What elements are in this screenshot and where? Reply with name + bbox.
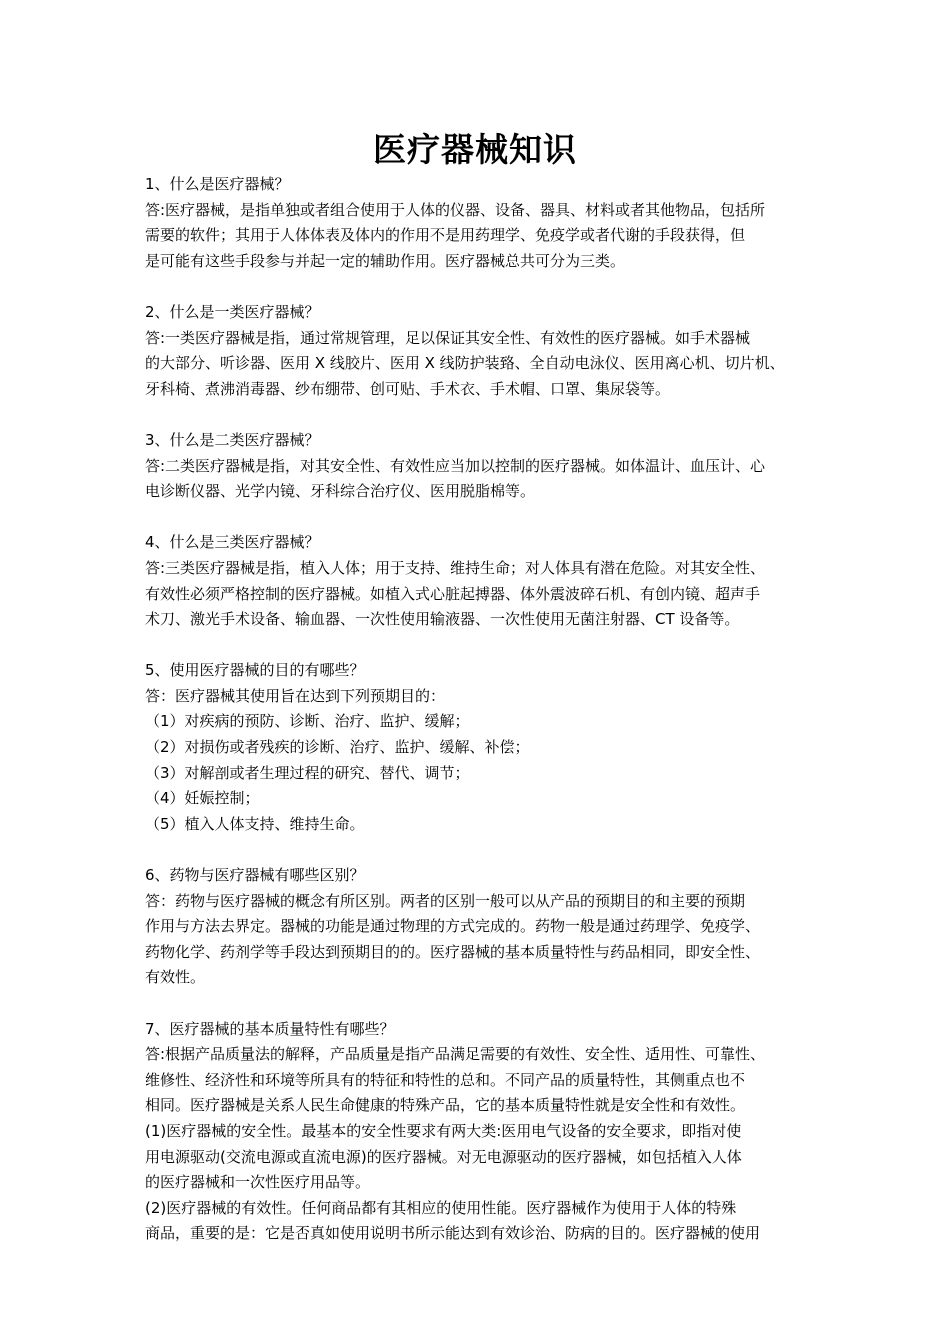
answer-line: 电诊断仪器、光学内镜、牙科综合治疗仪、医用脱脂棉等。 bbox=[145, 482, 536, 501]
section-spacer bbox=[145, 505, 807, 531]
question-heading: 7、医疗器械的基本质量特性有哪些？ bbox=[145, 1019, 395, 1038]
answer-line: 商品，重要的是：它是否真如使用说明书所示能达到有效诊治、防病的目的。医疗器械的使用 bbox=[145, 1224, 761, 1243]
qa-section bbox=[145, 428, 807, 505]
answer-line: (2)医疗器械的有效性。任何商品都有其相应的使用性能。医疗器械作为使用于人体的特殊 bbox=[145, 1198, 737, 1217]
answer-line: 的医疗器械和一次性医疗用品等。 bbox=[145, 1173, 371, 1192]
answer-line: 答:医疗器械，是指单独或者组合使用于人体的仪器、设备、器具、材料或者其他物品，包括所 bbox=[145, 200, 766, 219]
answer-line: 答：药物与医疗器械的概念有所区别。两者的区别一般可以从产品的预期目的和主要的预期 bbox=[145, 891, 746, 910]
answer-line: 的大部分、听诊器、医用 X 线胶片、医用 X 线防护装臵、全自动电泳仪、医用离心机、切片机、 bbox=[145, 354, 785, 373]
section-spacer bbox=[145, 402, 807, 428]
section-spacer bbox=[145, 991, 807, 1017]
answer-line: 答:一类医疗器械是指，通过常规管理，足以保证其安全性、有效性的医疗器械。如手术器械 bbox=[145, 328, 751, 347]
answer-line: 答:根据产品质量法的解释，产品质量是指产品满足需要的有效性、安全性、适用性、可靠性、 bbox=[145, 1045, 766, 1064]
answer-line: （1）对疾病的预防、诊断、治疗、监护、缓解； bbox=[145, 712, 470, 731]
answer-line: 需要的软件；其用于人体体表及体内的作用不是用药理学、免疫学或者代谢的手段获得，但 bbox=[145, 226, 746, 245]
section-spacer bbox=[145, 837, 807, 863]
answer-line: 答：医疗器械其使用旨在达到下列预期目的： bbox=[145, 686, 446, 705]
question-heading: 4、什么是三类医疗器械？ bbox=[145, 533, 320, 552]
question-heading: 6、药物与医疗器械有哪些区别？ bbox=[145, 866, 365, 885]
answer-line: 用电源驱动(交流电源或直流电源)的医疗器械。对无电源驱动的医疗器械，如包括植入人体 bbox=[145, 1147, 742, 1166]
question-heading: 1、什么是医疗器械？ bbox=[145, 175, 290, 193]
qa-section bbox=[145, 172, 807, 274]
question-heading: 3、什么是二类医疗器械？ bbox=[145, 430, 320, 449]
document-body bbox=[145, 172, 807, 1247]
qa-section bbox=[145, 530, 807, 632]
answer-line: 答:二类医疗器械是指，对其安全性、有效性应当加以控制的医疗器械。如体温计、血压计、心 bbox=[145, 456, 766, 475]
answer-line: (1)医疗器械的安全性。最基本的安全性要求有两大类:医用电气设备的安全要求，即指对使 bbox=[145, 1121, 742, 1140]
document-title: 医疗器械知识 bbox=[373, 130, 577, 169]
qa-section bbox=[145, 863, 807, 991]
answer-line: （5）植入人体支持、维持生命。 bbox=[145, 814, 365, 833]
answer-line: 药物化学、药剂学等手段达到预期目的的。医疗器械的基本质量特性与药品相同，即安全性、 bbox=[145, 942, 761, 961]
qa-section bbox=[145, 1017, 807, 1247]
answer-line: （2）对损伤或者残疾的诊断、治疗、监护、缓解、补偿； bbox=[145, 738, 530, 757]
answer-line: 术刀、激光手术设备、输血器、一次性使用输液器、一次性使用无菌注射器、CT 设备等。 bbox=[145, 610, 740, 629]
answer-line: （3）对解剖或者生理过程的研究、替代、调节； bbox=[145, 763, 470, 782]
answer-line: 牙科椅、煮沸消毒器、纱布绷带、创可贴、手术衣、手术帽、口罩、集尿袋等。 bbox=[145, 379, 671, 398]
answer-line: 有效性。 bbox=[145, 968, 206, 987]
question-heading: 5、使用医疗器械的目的有哪些？ bbox=[145, 661, 365, 680]
qa-section bbox=[145, 658, 807, 837]
answer-line: 维修性、经济性和环境等所具有的特征和特性的总和。不同产品的质量特性，其侧重点也不 bbox=[145, 1070, 746, 1089]
answer-line: 是可能有这些手段参与并起一定的辅助作用。医疗器械总共可分为三类。 bbox=[145, 251, 626, 270]
answer-line: 相同。医疗器械是关系人民生命健康的特殊产品，它的基本质量特性就是安全性和有效性。 bbox=[145, 1096, 746, 1115]
answer-line: 有效性必须严格控制的医疗器械。如植入式心脏起搏器、体外震波碎石机、有创内镜、超声手 bbox=[145, 584, 761, 603]
answer-line: 作用与方法去界定。器械的功能是通过物理的方式完成的。药物一般是通过药理学、免疫学、 bbox=[145, 917, 761, 936]
section-spacer bbox=[145, 274, 807, 300]
qa-section bbox=[145, 300, 807, 402]
answer-line: （4）妊娠控制； bbox=[145, 789, 260, 808]
question-heading: 2、什么是一类医疗器械？ bbox=[145, 302, 320, 321]
answer-line: 答:三类医疗器械是指，植入人体；用于支持、维持生命；对人体具有潜在危险。对其安全性、 bbox=[145, 558, 766, 577]
section-spacer bbox=[145, 633, 807, 659]
